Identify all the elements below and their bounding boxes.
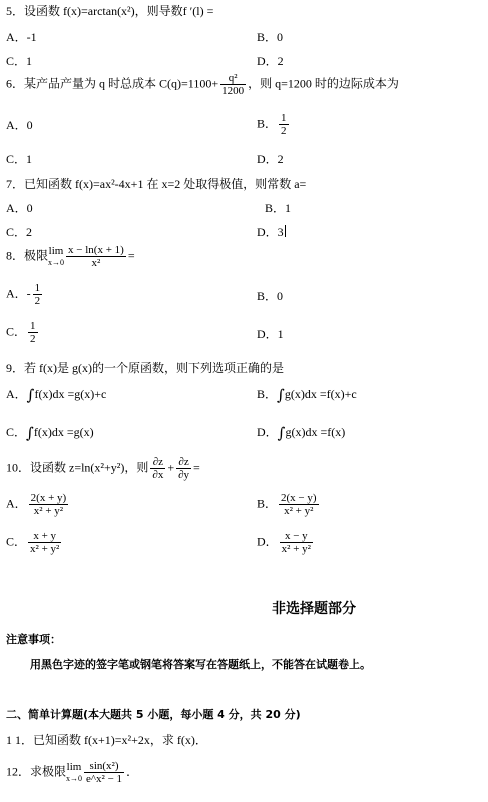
fraction-numerator: x − ln(x + 1) xyxy=(68,244,124,256)
option-label: A．- xyxy=(6,286,31,301)
option-label: D． xyxy=(257,534,278,549)
section-title: 非选择题部分 xyxy=(272,601,356,617)
question-10-stem xyxy=(6,456,200,481)
question-9-option-b xyxy=(257,387,357,402)
question-8-fraction xyxy=(66,244,126,269)
fraction-denominator: x² xyxy=(91,257,101,269)
limit-subscript: x→0 xyxy=(48,257,65,267)
question-10-option-d xyxy=(257,530,315,555)
option-fraction xyxy=(279,492,319,517)
question-7-option-d xyxy=(257,225,286,239)
question-6-option-a: A．0 xyxy=(6,118,33,132)
question-6-stem-pre: 6．某产品产量为 q 时总成本 C(q)=1100+ xyxy=(6,76,219,91)
notice-title: 注意事项： xyxy=(6,633,61,646)
question-12-stem xyxy=(6,760,138,785)
fraction-numerator: q² xyxy=(220,72,246,85)
part-2-title: 二、简单计算题(本大题共 5 小题，每小题 4 分，共 20 分) xyxy=(6,708,301,721)
fraction-denominator: 1200 xyxy=(222,85,245,97)
question-5-option-c: C．1 xyxy=(6,54,33,68)
question-7-option-b: B．1 xyxy=(265,201,292,215)
question-12-fraction xyxy=(84,760,124,785)
question-9-option-c xyxy=(6,425,94,440)
option-expression: g(x)dx =f(x) xyxy=(285,425,346,439)
fraction-denominator: e^x² − 1 xyxy=(86,773,123,785)
integral-sign-icon: ∫ xyxy=(277,424,286,442)
partial-z-x xyxy=(150,456,165,481)
fraction-denominator: 2 xyxy=(281,125,287,137)
fraction-numerator: x − y xyxy=(280,530,313,543)
question-8-stem-post: = xyxy=(127,248,135,263)
question-7-stem: 7．已知函数 f(x)=ax²-4x+1 在 x=2 处取得极值，则常数 a= xyxy=(6,177,307,191)
limit-text: lim xyxy=(48,244,64,257)
option-fraction xyxy=(28,530,61,555)
question-8-stem-pre: 8．极限 xyxy=(6,248,49,263)
fraction-numerator: x + y xyxy=(28,530,61,543)
option-label: B． xyxy=(257,116,278,131)
option-expression: g(x)dx =f(x)+c xyxy=(284,387,357,401)
integral-sign-icon: ∫ xyxy=(26,424,34,442)
fraction-numerator: 1 xyxy=(281,112,287,124)
option-fraction xyxy=(279,112,289,137)
option-fraction xyxy=(29,492,69,517)
fraction-numerator: ∂z xyxy=(150,456,165,469)
fraction-numerator: 2(x + y) xyxy=(30,492,67,504)
fraction-numerator: 2(x − y) xyxy=(281,492,317,504)
fraction-numerator: 1 xyxy=(34,282,41,294)
option-text: D．3 xyxy=(257,225,284,239)
option-fraction xyxy=(33,282,43,307)
option-label: A． xyxy=(6,387,27,401)
question-8-option-c xyxy=(6,320,40,345)
question-9-option-a xyxy=(6,387,106,402)
fraction-numerator: 1 xyxy=(30,320,36,332)
question-8-stem xyxy=(6,244,135,269)
question-5-option-b: B．0 xyxy=(257,30,284,44)
limit-text: lim xyxy=(66,760,82,773)
question-10-option-b xyxy=(257,492,321,517)
question-10-stem-pre: 10．设函数 z=ln(x²+y²)，则 xyxy=(6,460,149,475)
option-label: D． xyxy=(257,425,278,439)
question-8-option-a xyxy=(6,282,44,307)
question-10-option-c xyxy=(6,530,63,555)
question-6-option-d: D．2 xyxy=(257,152,284,166)
question-6-option-c: C．1 xyxy=(6,152,33,166)
option-fraction xyxy=(280,530,313,555)
question-7-option-a: A．0 xyxy=(6,201,33,215)
fraction-denominator: ∂y xyxy=(178,469,190,481)
integral-sign-icon: ∫ xyxy=(26,386,35,404)
question-6-cost-fraction xyxy=(220,72,246,97)
question-8-option-d: D．1 xyxy=(257,327,284,341)
option-label: A． xyxy=(6,496,27,511)
limit-operator xyxy=(66,762,82,784)
option-expression: f(x)dx =g(x)+c xyxy=(34,387,107,401)
fraction-numerator: ∂z xyxy=(176,456,191,469)
notice-body: 用黑色字迹的签字笔或钢笔将答案写在答题纸上，不能答在试题卷上。 xyxy=(30,658,371,671)
question-7-option-c: C．2 xyxy=(6,225,33,239)
option-label: B． xyxy=(257,387,278,401)
option-expression: f(x)dx =g(x) xyxy=(33,425,94,439)
fraction-denominator: x² + y² xyxy=(30,543,60,555)
fraction-denominator: ∂x xyxy=(152,469,164,481)
question-8-option-b: B．0 xyxy=(257,289,284,303)
question-6-stem-post: ，则 q=1200 时的边际成本为 xyxy=(248,76,399,91)
text-cursor-icon xyxy=(285,225,286,237)
question-10-stem-post: = xyxy=(193,460,200,475)
option-fraction xyxy=(28,320,38,345)
question-6-stem xyxy=(6,72,399,97)
integral-sign-icon: ∫ xyxy=(277,386,285,404)
fraction-denominator: 2 xyxy=(34,295,41,307)
question-6-option-b xyxy=(257,112,291,137)
question-12-stem-post: ． xyxy=(126,764,139,779)
option-label: C． xyxy=(6,534,27,549)
question-9-stem: 9．若 f(x)是 g(x)的一个原函数，则下列选项正确的是 xyxy=(6,361,284,375)
question-5-stem: 5．设函数 f(x)=arctan(x²)，则导数f ′(l) = xyxy=(6,4,214,18)
limit-subscript: x→0 xyxy=(66,773,83,783)
partial-z-y xyxy=(176,456,191,481)
limit-operator xyxy=(48,246,64,268)
option-label: B． xyxy=(257,496,278,511)
fraction-denominator: x² + y² xyxy=(284,505,314,517)
question-9-option-d xyxy=(257,425,345,440)
question-5-option-a: A．-1 xyxy=(6,30,37,44)
question-10-option-a xyxy=(6,492,70,517)
question-5-option-d: D．2 xyxy=(257,54,284,68)
option-label: C． xyxy=(6,425,27,439)
question-12-stem-pre: 12．求极限 xyxy=(6,764,67,779)
plus-sign: + xyxy=(167,460,175,475)
fraction-numerator: sin(x²) xyxy=(84,760,124,773)
fraction-denominator: 2 xyxy=(30,333,36,345)
fraction-denominator: x² + y² xyxy=(33,505,64,517)
fraction-denominator: x² + y² xyxy=(281,543,311,555)
option-label: C． xyxy=(6,324,27,339)
question-11-stem: 1 1．已知函数 f(x+1)=x²+2x，求 f(x)． xyxy=(6,733,207,747)
